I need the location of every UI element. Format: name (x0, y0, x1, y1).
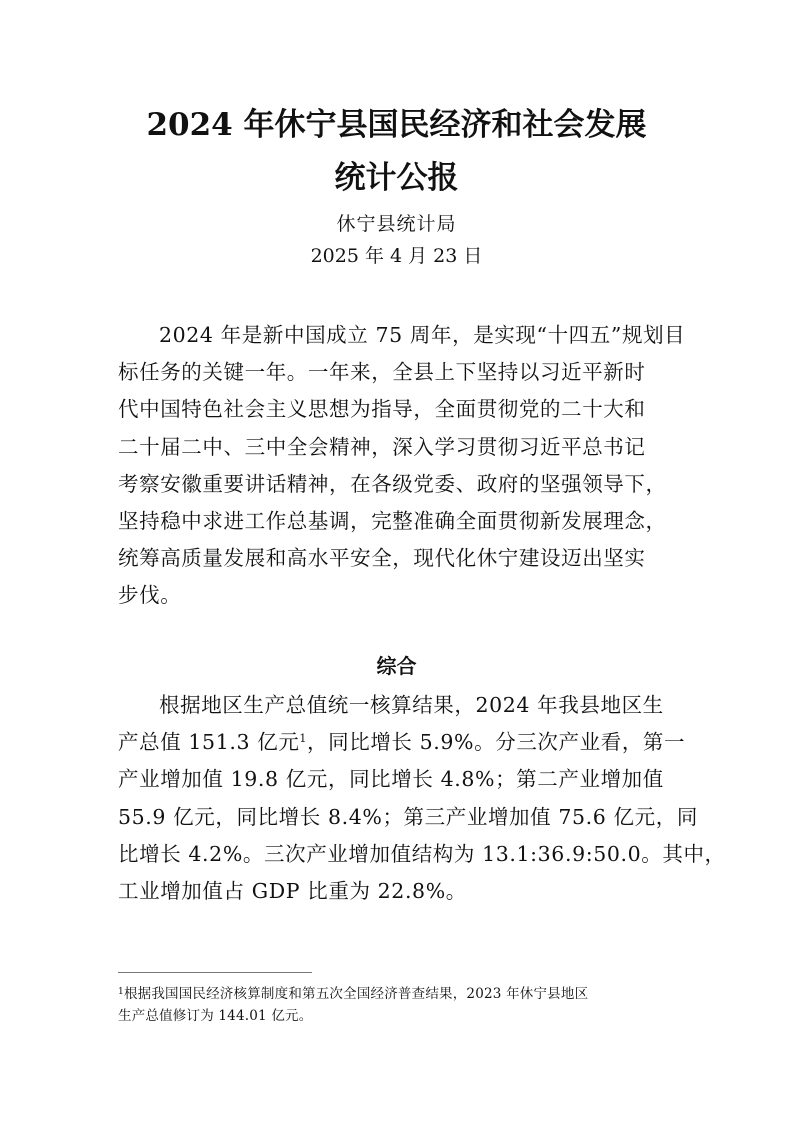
gdp-line: 比增长 4.2%。三次产业增加值结构为 13.1:36.9:50.0。其中， (118, 841, 726, 866)
document-title-line-2: 统计公报 (334, 160, 459, 196)
footnote-marker: 1 (118, 987, 124, 997)
gdp-line: 工业增加值占 GDP 比重为 22.8%。 (118, 879, 467, 904)
intro-line: 二十届二中、三中全会精神，深入学习贯彻习近平总书记 (118, 434, 646, 459)
intro-line: 步伐。 (118, 583, 182, 608)
issuing-authority: 休宁县统计局 (336, 213, 457, 235)
intro-line: 代中国特色社会主义思想为指导，全面贯彻党的二十大和 (118, 397, 646, 422)
document-title-line-1: 2024 年休宁县国民经济和社会发展 (146, 107, 647, 143)
footnote-reference[interactable]: 1 (299, 732, 308, 746)
gdp-line (118, 724, 686, 761)
intro-paragraph (118, 317, 686, 615)
intro-line: 2024 年是新中国成立 75 周年，是实现“十四五”规划目 (159, 323, 686, 347)
intro-line: 统筹高质量发展和高水平安全，现代化休宁建设迈出坚实 (118, 546, 646, 571)
intro-line: 考察安徽重要讲话精神，在各级党委、政府的坚强领导下， (118, 471, 667, 496)
gdp-line-text: ，同比增长 5.9%。分三次产业看，第一 (307, 730, 686, 755)
footnote-text: 根据我国国民经济核算制度和第五次全国经济普查结果，2023 年休宁县地区 (123, 986, 589, 1002)
publication-date: 2025 年 4 月 23 日 (310, 245, 483, 267)
section-heading: 综合 (376, 654, 417, 678)
footnote-divider (118, 972, 312, 973)
gdp-line: 产业增加值 19.8 亿元，同比增长 4.8%；第二产业增加值 (118, 767, 664, 792)
gdp-line-text: 产总值 151.3 亿元 (118, 730, 300, 755)
gdp-paragraph (118, 687, 726, 910)
intro-line: 标任务的关键一年。一年来，全县上下坚持以习近平新时 (118, 360, 646, 385)
intro-line: 坚持稳中求进工作总基调，完整准确全面贯彻新发展理念， (118, 509, 667, 534)
footnote-line (118, 983, 678, 1005)
gdp-line: 根据地区生产总值统一核算结果，2024 年我县地区生 (159, 693, 664, 717)
gdp-line: 55.9 亿元，同比增长 8.4%；第三产业增加值 75.6 亿元，同 (118, 804, 698, 829)
footnote (118, 983, 678, 1027)
footnote-line: 生产总值修订为 144.01 亿元。 (118, 1008, 313, 1024)
